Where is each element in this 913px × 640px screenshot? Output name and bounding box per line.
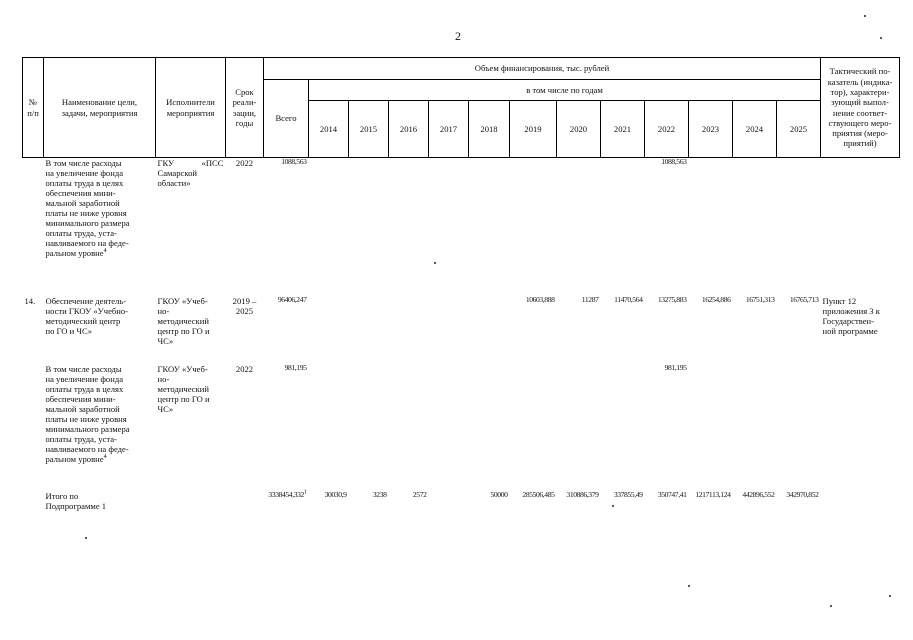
- row-executor: ГКОУ «Учеб- но- методический центр по ГО и ЧС»: [157, 295, 210, 346]
- row-year-value: 50000: [490, 489, 508, 499]
- row-year-value: [733, 158, 777, 296]
- row-executor: ГКУ «ПСС Самарской области»: [157, 158, 224, 189]
- row-year-value: [469, 158, 510, 296]
- row-tactical: [821, 364, 900, 491]
- row-year-value: [689, 364, 733, 491]
- footnote-mark: 4: [103, 454, 107, 461]
- row-year-value: 3238: [372, 489, 387, 499]
- col-header-financing: Объем финансирования, тыс. рублей: [264, 58, 821, 80]
- row-term: 2022: [235, 363, 254, 374]
- footnote-mark: 1: [303, 488, 307, 495]
- page-number: 2: [455, 29, 461, 43]
- row-total: 981,195: [284, 362, 307, 372]
- table-row: [23, 364, 900, 491]
- row-term: 2022: [235, 158, 254, 168]
- row-year-value: [309, 296, 349, 364]
- row-year-value: 981,195: [664, 362, 687, 372]
- row-year-value: [510, 364, 557, 491]
- row-year-value: [557, 158, 601, 296]
- row-year-value: 2572: [412, 489, 427, 499]
- row-name: [44, 491, 156, 531]
- year-header: 2014: [309, 101, 349, 158]
- year-header: 2021: [601, 101, 645, 158]
- row-year-value: [601, 364, 645, 491]
- row-executor: ГКОУ «Учеб- но- методический центр по ГО и ЧС»: [157, 363, 210, 414]
- row-executor: [156, 491, 226, 531]
- table-row: [23, 296, 900, 364]
- row-year-value: [777, 158, 821, 296]
- row-year-value: 11470,564: [614, 294, 643, 304]
- row-tactical: [821, 491, 900, 531]
- row-year-value: 13275,883: [657, 294, 687, 304]
- row-year-value: [601, 158, 645, 296]
- table-row: [23, 158, 900, 296]
- row-year-value: [389, 158, 429, 296]
- col-header-num: № п/п: [23, 58, 44, 158]
- col-header-name: Наименование цели, задачи, мероприятия: [44, 58, 156, 158]
- col-header-term: Срок реали- зации, годы: [226, 58, 264, 158]
- row-term: 2019 – 2025: [232, 295, 257, 316]
- row-name-text: В том числе расходы на увеличение фонда оплаты труда в целях обеспечения мини- мальной заработной платы не ниже уровня минимального размера оплаты труда, уста- навливаемого на феде- ральном уровне: [45, 363, 130, 464]
- row-year-value: 1217113,124: [695, 489, 731, 499]
- year-header: 2022: [645, 101, 689, 158]
- row-year-value: 16765,713: [789, 294, 819, 304]
- footnote-mark: 4: [103, 248, 107, 255]
- row-tactical: Пункт 12 приложения 3 к Государствен- ной программе: [822, 295, 880, 336]
- scan-speck: [688, 585, 690, 587]
- scan-speck: [830, 605, 832, 607]
- row-year-value: [389, 364, 429, 491]
- col-header-tactical: Тактический по- казатель (индика- тор), характери- зующий выпол- нение соответ- ствующего меро- приятия (меро- приятий): [821, 58, 900, 158]
- row-year-value: 342970,852: [786, 489, 819, 499]
- row-term: [226, 491, 264, 531]
- row-tactical: [821, 158, 900, 296]
- row-year-value: 30030,9: [324, 489, 347, 499]
- row-year-value: 337855,49: [613, 489, 643, 499]
- year-header: 2017: [429, 101, 469, 158]
- row-year-value: [349, 364, 389, 491]
- row-year-value: [777, 364, 821, 491]
- financing-table: [22, 57, 900, 531]
- year-header: 2018: [469, 101, 510, 158]
- row-name: [44, 364, 156, 491]
- row-name-text: Итого по Подпрограмме 1: [45, 490, 107, 511]
- row-total: 96406,247: [277, 294, 307, 304]
- row-year-value: 1088,563: [661, 157, 687, 166]
- row-number: [23, 364, 44, 491]
- row-year-value: [469, 296, 510, 364]
- year-header: 2019: [510, 101, 557, 158]
- row-year-value: [429, 296, 469, 364]
- row-year-value: 442896,552: [742, 489, 775, 499]
- col-header-total: Всего: [264, 80, 309, 158]
- col-header-executor: Исполнители мероприятия: [156, 58, 226, 158]
- scan-speck: [880, 37, 882, 39]
- row-year-value: [309, 364, 349, 491]
- year-header: 2025: [777, 101, 821, 158]
- scan-speck: [889, 595, 891, 597]
- row-year-value: [349, 296, 389, 364]
- row-year-value: [510, 158, 557, 296]
- row-year-value: [429, 364, 469, 491]
- row-total: [264, 488, 309, 531]
- row-total-value: 3338454,332: [268, 489, 304, 499]
- year-header: 2020: [557, 101, 601, 158]
- row-year-value: [349, 158, 389, 296]
- table-row-total: [23, 491, 900, 531]
- row-total: 1088,563: [281, 157, 307, 166]
- year-header: 2015: [349, 101, 389, 158]
- row-year-value: 350747,41: [657, 489, 687, 499]
- row-year-value: 11287: [581, 294, 599, 304]
- year-header: 2023: [689, 101, 733, 158]
- row-number: 14.: [24, 295, 36, 306]
- row-year-value: [689, 158, 733, 296]
- row-year-value: 16254,886: [701, 294, 731, 304]
- row-year-value: 10603,888: [525, 294, 555, 304]
- row-year-value: 16751,313: [745, 294, 775, 304]
- row-year-value: 285506,485: [522, 489, 555, 499]
- year-header: 2016: [389, 101, 429, 158]
- row-name-text: Обеспечение деятель- ности ГКОУ «Учебно- методический центр по ГО и ЧС»: [45, 295, 129, 336]
- row-year-value: [557, 364, 601, 491]
- row-year-value: [429, 158, 469, 296]
- row-year-value: 310886,379: [566, 489, 599, 499]
- row-number: [23, 158, 44, 296]
- col-header-by-years: в том числе по годам: [309, 80, 821, 101]
- row-year-value: [469, 364, 510, 491]
- row-year-value: [733, 364, 777, 491]
- row-year-value: [389, 296, 429, 364]
- row-name: [44, 296, 156, 364]
- scan-speck: [85, 537, 87, 539]
- scan-speck: [864, 15, 866, 17]
- row-year-value: [309, 158, 349, 296]
- row-number: [23, 491, 44, 531]
- year-header: 2024: [733, 101, 777, 158]
- row-year-value: [429, 491, 469, 531]
- row-name-text: В том числе расходы на увеличение фонда оплаты труда в целях обеспечения мини- мальной заработной платы не ниже уровня минимального размера оплаты труда, уста- навливаемого на феде- ральном уровне: [45, 158, 130, 259]
- row-name: [44, 158, 156, 296]
